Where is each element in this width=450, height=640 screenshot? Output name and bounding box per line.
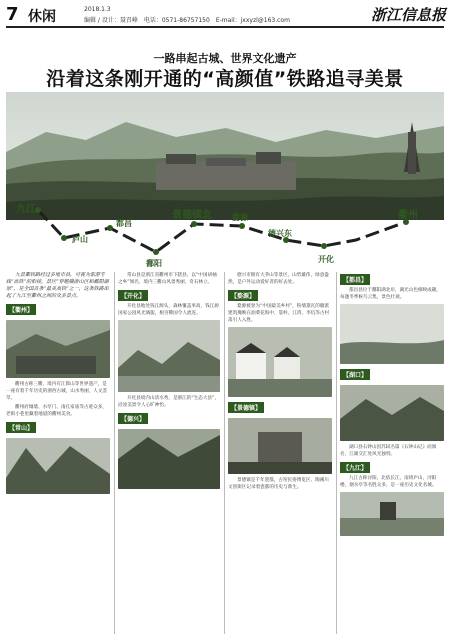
station-dot-duchang xyxy=(107,225,113,231)
column-divider xyxy=(336,272,337,634)
page-header xyxy=(6,4,446,26)
hukou-photo xyxy=(340,385,444,441)
station-label: 开化 xyxy=(318,255,334,264)
newspaper-masthead: 浙江信息报 xyxy=(370,6,446,24)
paragraph: 湖口县石钟山因苏轼名篇《石钟山记》而闻名，江湖交汇处风光独特。 xyxy=(340,445,437,457)
jiujiang-photo xyxy=(340,492,444,536)
subhead-wuyuan: 【婺源】 xyxy=(228,290,258,301)
subhead-jingdezhen: 【景德镇】 xyxy=(228,402,264,413)
station-label: 德兴东 xyxy=(268,229,292,238)
paragraph: 景德镇是千年瓷都，古窑民俗博览区、陶溪川文创街区记录着瓷都的历史与新生。 xyxy=(228,478,329,490)
headline: 沿着这条刚开通的“高颜值”铁路追寻美景 xyxy=(46,68,404,90)
station-dot-kaihua xyxy=(321,243,327,249)
subhead-duchang: 【都昌】 xyxy=(340,274,370,285)
station-label: 衢州 xyxy=(398,210,418,221)
dexing-photo xyxy=(118,429,220,489)
kicker-line: 一路串起古城、世界文化遗产 xyxy=(153,52,297,65)
column-divider xyxy=(224,272,225,634)
paragraph: 常山县是浙江省衢州市下辖县，以“中国胡柚之乡”闻名，境内三衢山风景秀丽，奇石林立。 xyxy=(118,273,217,285)
station-label: 鄱阳 xyxy=(146,259,162,268)
subhead-kaihua: 【开化】 xyxy=(118,290,148,301)
column-4 xyxy=(340,272,444,634)
subhead-changshan: 【常山】 xyxy=(6,422,36,433)
header-rule xyxy=(6,26,444,28)
station-label: 庐山 xyxy=(72,235,88,244)
paragraph: 衢州府城墙、水亭门、南孔家庙等古迹众多，老街小巷里藏着地道的衢州美食。 xyxy=(6,405,107,417)
section-title: 休闲 xyxy=(28,9,56,25)
article-lead: 九景衢铁路经过多地市县，可视为旅游专线“高铁”的衔接，景区“穿越赣浙山区和鄱阳湖原”，是全国首条“最美高铁”之一，这条铁路串起了九江至衢州之间的众多景点。 xyxy=(6,272,109,299)
column-divider xyxy=(114,272,115,634)
subhead-quzhou: 【衢州】 xyxy=(6,304,36,315)
paragraph: 德兴市拥有大茅山等景区，山势雄伟，绿意盎然，是户外运动爱好者的好去处。 xyxy=(228,273,329,285)
duchang-photo xyxy=(340,304,444,364)
station-dot-wuyuan xyxy=(239,223,245,229)
station-label: 都昌 xyxy=(116,219,132,228)
station-label: 婺源 xyxy=(232,213,248,222)
article-body xyxy=(6,272,444,634)
quzhou-photo xyxy=(6,320,110,378)
paragraph: 开化县地处钱江源头，森林覆盖率高，钱江源国家公园风光旖旎，根宫佛国令人流连。 xyxy=(118,304,219,316)
paragraph: 婺源被誉为“中国最美乡村”，粉墙黛瓦的徽派建筑掩映在油菜花海中，篁岭、江湾、李坑等古村落引人入胜。 xyxy=(228,304,330,323)
jingdezhen-photo xyxy=(228,418,332,474)
wuyuan-photo xyxy=(228,327,332,397)
column-2 xyxy=(118,272,220,634)
paragraph: 九江古称浔阳，北依长江，南倚庐山，浔阳楼、烟水亭等名胜众多，是一座历史文化名城。 xyxy=(340,476,437,488)
station-dot-jingdezhen xyxy=(191,221,197,227)
page-date: 2018.1.3 xyxy=(84,6,111,13)
changshan-photo xyxy=(6,438,110,494)
paragraph: 衢州古称三衢，境内有江郎山等世界遗产，是一座有着千年历史的浙西古城，山水秀丽，人文荟萃。 xyxy=(6,382,108,401)
paragraph: 都昌县位于鄱阳湖北岸，湖光山色相映成趣，每逢冬季候鸟云集，景色壮观。 xyxy=(340,288,441,300)
station-label: 九江 xyxy=(16,204,36,215)
subhead-dexing: 【德兴】 xyxy=(118,413,148,424)
station-dot-poyang xyxy=(153,249,159,255)
editor-info: 编辑 / 设计：聂召峰 电话：0571-86757150 E-mail：jxxyzl@163.com xyxy=(84,17,290,24)
station-dot-lushan xyxy=(61,235,67,241)
column-3 xyxy=(228,272,332,634)
paragraph: 开化县境内山清水秀，是浙江的“生态大县”，沿途美景令人心旷神怡。 xyxy=(118,396,220,408)
column-1 xyxy=(6,272,110,634)
railway-route-map xyxy=(6,200,444,270)
station-label: 景德镇北 xyxy=(172,210,212,221)
subhead-jiujiang: 【九江】 xyxy=(340,462,370,473)
page-number: 7 xyxy=(6,4,19,25)
kaihua-photo xyxy=(118,320,220,392)
subhead-hukou: 【湖口】 xyxy=(340,369,370,380)
